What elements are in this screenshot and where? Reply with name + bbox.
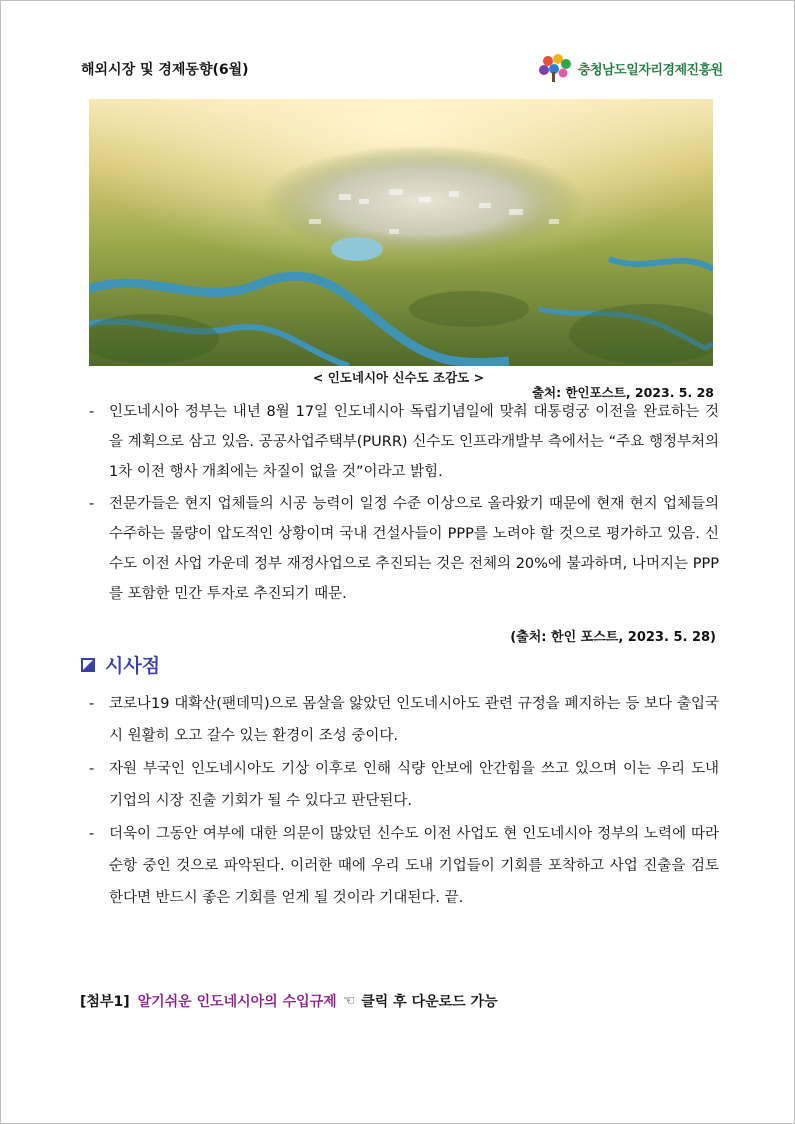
pointing-hand-icon: ☜: [342, 993, 356, 1009]
bullet-dash: -: [89, 826, 95, 842]
section1-source: (출처: 한인 포스트, 2023. 5. 28): [510, 630, 716, 645]
list-item: [89, 818, 719, 914]
bullet-dash: -: [89, 761, 95, 777]
org-logo-icon: [536, 53, 576, 83]
corner-square-icon: [81, 658, 95, 672]
org-logo: [536, 53, 723, 83]
section2-bullet-list: [89, 688, 719, 915]
bullet-text: 자원 부국인 인도네시아도 기상 이후로 인해 식량 안보에 안간힘을 쓰고 있으며 이는 우리 도내 기업의 시장 진출 기회가 될 수 있다고 판단된다.: [109, 761, 719, 809]
bullet-text: 인도네시아 정부는 내년 8월 17일 인도네시아 독립기념일에 맞춰 대통령궁 이전을 완료하는 것을 계획으로 삼고 있음. 공공사업주택부(PURR) 신수도 인프라개발부 측에서는 “주요 행정부처의 1차 이전 행사 개최에는 차질이 없을 것”이라고 밝힘.: [109, 404, 719, 480]
org-name: 충청남도일자리경제진흥원: [578, 62, 723, 78]
figure-source: 출처: 한인포스트, 2023. 5. 28: [531, 385, 714, 400]
bullet-dash: -: [89, 696, 95, 712]
attachment-line: [80, 991, 498, 1011]
bullet-dash: -: [89, 404, 95, 420]
section-title: 시사점: [105, 655, 161, 677]
bullet-text: 더욱이 그동안 여부에 대한 의문이 많았던 신수도 이전 사업도 현 인도네시아 정부의 노력에 따라 순항 중인 것으로 파악된다. 이러한 때에 우리 도내 기업들이 기회를 포착하고 사업 진출을 검토한다면 반드시 좋은 기회를 얻게 될 것이라 기대된다. 끝.: [109, 826, 719, 906]
bullet-text: 코로나19 대확산(팬데믹)으로 몸살을 앓았던 인도네시아도 관련 규정을 폐지하는 등 보다 출입국 시 원활히 오고 갈수 있는 환경이 조성 중이다.: [109, 696, 719, 744]
new-capital-aerial-image: [89, 99, 713, 366]
section1-bullet-list: [89, 397, 719, 611]
list-item: [89, 688, 719, 752]
bullet-dash: -: [89, 496, 95, 512]
attachment-note: 클릭 후 다운로드 가능: [361, 994, 498, 1010]
list-item: [89, 489, 719, 609]
attachment-label: [첨부1]: [80, 994, 130, 1010]
list-item: [89, 753, 719, 817]
header-title: 해외시장 및 경제동향(6월): [81, 62, 249, 78]
figure-caption: < 인도네시아 신수도 조감도 >: [312, 370, 485, 385]
bullet-text: 전문가들은 현지 업체들의 시공 능력이 일정 수준 이상으로 올라왔기 때문에 현재 현지 업체들의 수주하는 물량이 압도적인 상황이며 국내 건설사들이 PPP를 노려야 할 것으로 평가하고 있음. 신수도 이전 사업 가운데 정부 재정사업으로 추진되는 것은 전체의 20%에 불과하며, 나머지는 PPP를 포함한 민간 투자로 추진되기 때문.: [109, 496, 719, 602]
list-item: [89, 397, 719, 487]
attachment-download-link[interactable]: 알기쉬운 인도네시아의 수입규제: [137, 994, 337, 1010]
section-heading: [81, 651, 160, 678]
